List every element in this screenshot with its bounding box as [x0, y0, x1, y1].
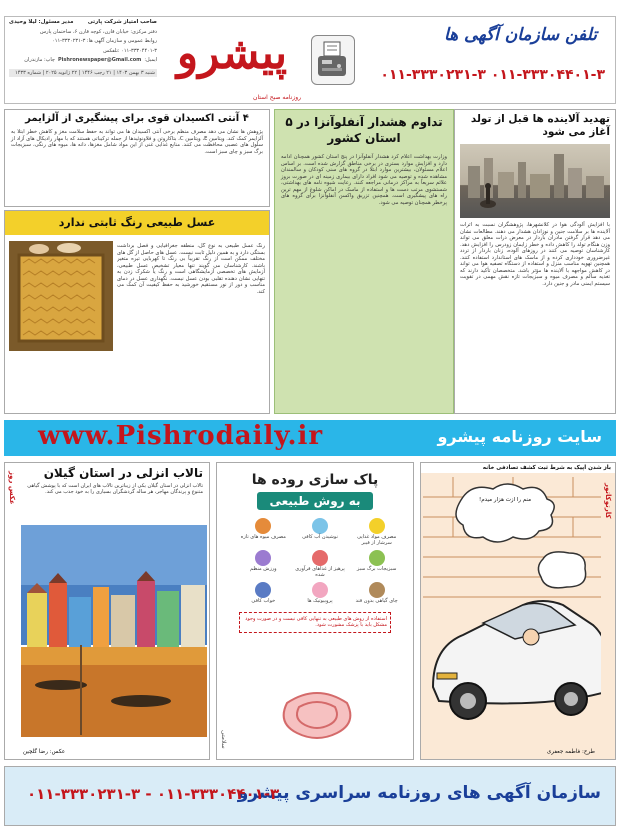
- infographic-item: پروبیوتیک ها: [294, 582, 347, 604]
- infographic: [216, 462, 414, 760]
- infographic-item: سبزیجات برگ سبز: [350, 550, 403, 579]
- honey-photo: [9, 241, 113, 351]
- article-flu: [274, 109, 454, 414]
- footer-phones: ۰۱۱-۳۳۳۰۲۳۱-۳ - ۰۱۱-۳۳۳۰۴۴۰۱-۳: [27, 785, 280, 803]
- masthead-email[interactable]: Pishronewspaper@Gmail.com: [57, 57, 142, 64]
- logo-text: پیشرو: [176, 28, 288, 79]
- article-flu-body: وزارت بهداشت اعلام کرد هشدار آنفلوآنزا در پنج استان کشور همچنان ادامه دارد و افزایش موارد بستری در برخی مناطق گزارش شده است. بر اساس اعلام مسئولان، بیشترین موارد ابتلا در گروه های سنی کودکان و سالمندان مشاهده شده و توصیه می شود افراد دارای بیماری زمینه ای در صورت بروز علائم سریعاً به مراکز درمانی مراجعه کنند. رعایت شیوه نامه های بهداشتی، شستشوی مرتب دست ها و استفاده از ماسک در اماکن شلوغ از مهم ترین راه های پیشگیری است. همچنین تزریق واکسن آنفلوآنزا برای گروه های پرخطر همچنان توصیه می شود.: [281, 154, 447, 206]
- site-banner-url[interactable]: www.Pishrodaily.ir: [38, 421, 324, 451]
- sleep-icon: [255, 582, 271, 598]
- masthead-fax: ۰۱۱-۳۳۳۰۴۴۰۱-۳ :تلفکس: [103, 47, 157, 54]
- article-alzheimer-title: ۴ آنتی اکسیدان قوی برای پیشگیری از آلزایمر: [25, 113, 249, 124]
- masthead-email-label: ایمیل:: [144, 57, 157, 64]
- cartoon-speech: منم را ازت هزار میدم!: [479, 497, 532, 503]
- probiotic-icon: [312, 582, 328, 598]
- tea-icon: [369, 582, 385, 598]
- fruit-icon: [255, 518, 271, 534]
- gilan-title: تالاب انزلی در استان گیلان: [43, 466, 203, 480]
- leaf-icon: [369, 518, 385, 534]
- infographic-section: سلامتی: [220, 730, 227, 749]
- infographic-item: خواب کافی: [237, 582, 290, 604]
- water-icon: [312, 518, 328, 534]
- gilan-credit: عکس: رضا گلچین: [23, 749, 66, 755]
- masthead-date: شنبه ۳ بهمن ۱۴۰۳ | ۲۱ رجب ۱۴۴۶ | ۲۲ ژانویه ۲۰۲۵ | شماره ۱۴۳۳: [9, 69, 157, 77]
- ad-phone-title: تلفن سازمان آگهی ها: [443, 25, 597, 45]
- infographic-item: نوشیدن آب کافی: [294, 518, 347, 547]
- infographic-item: چای گیاهی بدون قند: [350, 582, 403, 604]
- pollution-photo: [460, 144, 610, 218]
- masthead-manager: مدیر مسئول: لیلا وحیدی: [9, 19, 74, 25]
- site-banner: [4, 420, 616, 456]
- article-honey-title: عسل طبیعی رنگ ثابتی ندارد: [5, 211, 269, 235]
- gilan-section: عکس روز: [8, 471, 16, 505]
- footer-title: سازمان آگهی های روزنامه سراسری پیشرو: [237, 783, 601, 803]
- masthead-print: چاپ: مازندران: [24, 57, 55, 64]
- ad-phone-panel: [315, 17, 615, 103]
- masthead-relations: روابط عمومی و سازمان آگهی ها: ۳-۳۳۳۰۲۳۱-۰۱۱: [52, 38, 157, 45]
- article-honey-body: رنگ عسل طبیعی به نوع گل، منطقه جغرافیایی و فصل برداشت بستگی دارد و به همین دلیل ثابت نیست. عسل های حاصل از گل های مختلف ممکن است از رنگ تقریباً بی رنگ تا کهربایی تیره متغیر باشند. کارشناسان می گویند تنها معیار تشخیص عسل طبیعی، آزمایش های تخصصی آزمایشگاهی است و رنگ یا شکرک زدن به تنهایی نشان دهنده تقلبی بودن عسل نیست. نگهداری عسل در دمای مناسب و دور از نور مستقیم خورشید به حفظ کیفیت آن کمک می کند.: [117, 243, 265, 295]
- intestine-icon: [277, 683, 357, 753]
- masthead-office: دفتر مرکزی: خیابان قارن، کوچه قارن ۶، ساختمان پارس: [40, 29, 157, 35]
- footer-ad: [4, 766, 616, 826]
- infographic-item: مصرف مواد غذایی سرشار از فیبر: [350, 518, 403, 547]
- article-alzheimer-body: پژوهش ها نشان می دهد مصرف منظم برخی آنتی اکسیدان ها می تواند به حفظ سلامت مغز و کاهش خطر ابتلا به آلزایمر کمک کند. ویتامین E، ویتامین C، بتاکاروتن و فلاونوئیدها از جمله ترکیباتی هستند که با مهار رادیکال های آزاد از سلول های عصبی محافظت می کنند. منابع غذایی غنی از این مواد شامل مغزها، دانه ها، میوه های رنگی، سبزیجات برگ سبز و چای سبز است.: [11, 129, 263, 155]
- site-banner-title: سایت روزنامه پیشرو: [437, 427, 602, 446]
- infographic-item: مصرف میوه های تازه: [237, 518, 290, 547]
- article-honey: [4, 210, 270, 414]
- article-pollution: [454, 109, 616, 414]
- infographic-grid: [217, 510, 413, 608]
- infographic-title: [217, 463, 413, 510]
- cartoon-section: کارتوکاتور: [604, 483, 612, 519]
- ad-phone-numbers: ۰۱۱-۳۳۳۰۲۳۱-۳ ۰۱۱-۳۳۳۰۴۴۰۱-۳: [380, 67, 605, 83]
- fax-icon: [311, 35, 355, 85]
- article-pollution-title: تهدید آلاینده ها قبل از تولد آغاز می شود: [470, 113, 610, 138]
- infographic-item: ورزش منظم: [237, 550, 290, 579]
- logo: [157, 19, 307, 101]
- logo-caption: روزنامه صبح استان: [253, 94, 301, 101]
- header: [4, 16, 616, 104]
- cartoon: [420, 462, 616, 760]
- cartoon-credit: طرح: فاطمه جعفری: [546, 749, 595, 755]
- cartoon-drawing: [423, 477, 601, 739]
- masthead: [9, 19, 157, 101]
- no-food-icon: [312, 550, 328, 566]
- vegetable-icon: [369, 550, 385, 566]
- gilan-photo: [21, 525, 207, 737]
- gilan-feature: [4, 462, 210, 760]
- infographic-item: پرهیز از غذاهای فرآوری شده: [294, 550, 347, 579]
- article-pollution-body: با افزایش آلودگی هوا در کلانشهرها، پژوهشگران نسبت به اثرات آلاینده ها بر سلامت جنین و نوزادان هشدار می دهند. مطالعات نشان می دهد قرار گرفتن مادران باردار در معرض ذرات معلق می تواند وزن هنگام تولد را کاهش داده و خطر زایمان زودرس را افزایش دهد. کارشناسان توصیه می کنند در روزهای آلوده، زنان باردار از تردد غیرضروری خودداری کرده و از ماسک های استاندارد استفاده کنند. همچنین تهویه مناسب منزل و استفاده از دستگاه تصفیه هوا می تواند در کاهش مواجهه با آلاینده ها مؤثر باشد. متخصصان تأکید دارند که تغذیه سالم و مصرف میوه و سبزیجات تازه نقش مهمی در تقویت سیستم ایمنی مادر و جنین دارد.: [460, 222, 610, 287]
- masthead-owner: صاحب امتیاز شرکت پارتی: [87, 19, 157, 25]
- infographic-title-line2: به روش طبیعی: [257, 492, 372, 510]
- cartoon-caption: باز شدن اپیک به شرط ثبت کشف تصادفی خانه: [421, 463, 615, 473]
- article-flu-title: تداوم هشدار آنفلوآنزا در ۵ استان کشور: [285, 115, 443, 145]
- infographic-footer-note: استفاده از روش های طبیعی به تنهایی کافی نیست و در صورت وجود مشکل باید با پزشک مشورت شود.: [239, 612, 391, 633]
- exercise-icon: [255, 550, 271, 566]
- article-alzheimer: [4, 109, 270, 207]
- infographic-title-line1: پاک سازی روده ها: [244, 470, 387, 490]
- gilan-body: تالاب انزلی در استان گیلان یکی از زیباترین تالاب های ایران است که با پوشش گیاهی متنوع و پرندگان مهاجر، هر ساله گردشگران بسیاری را به خود جذب می کند.: [27, 483, 203, 496]
